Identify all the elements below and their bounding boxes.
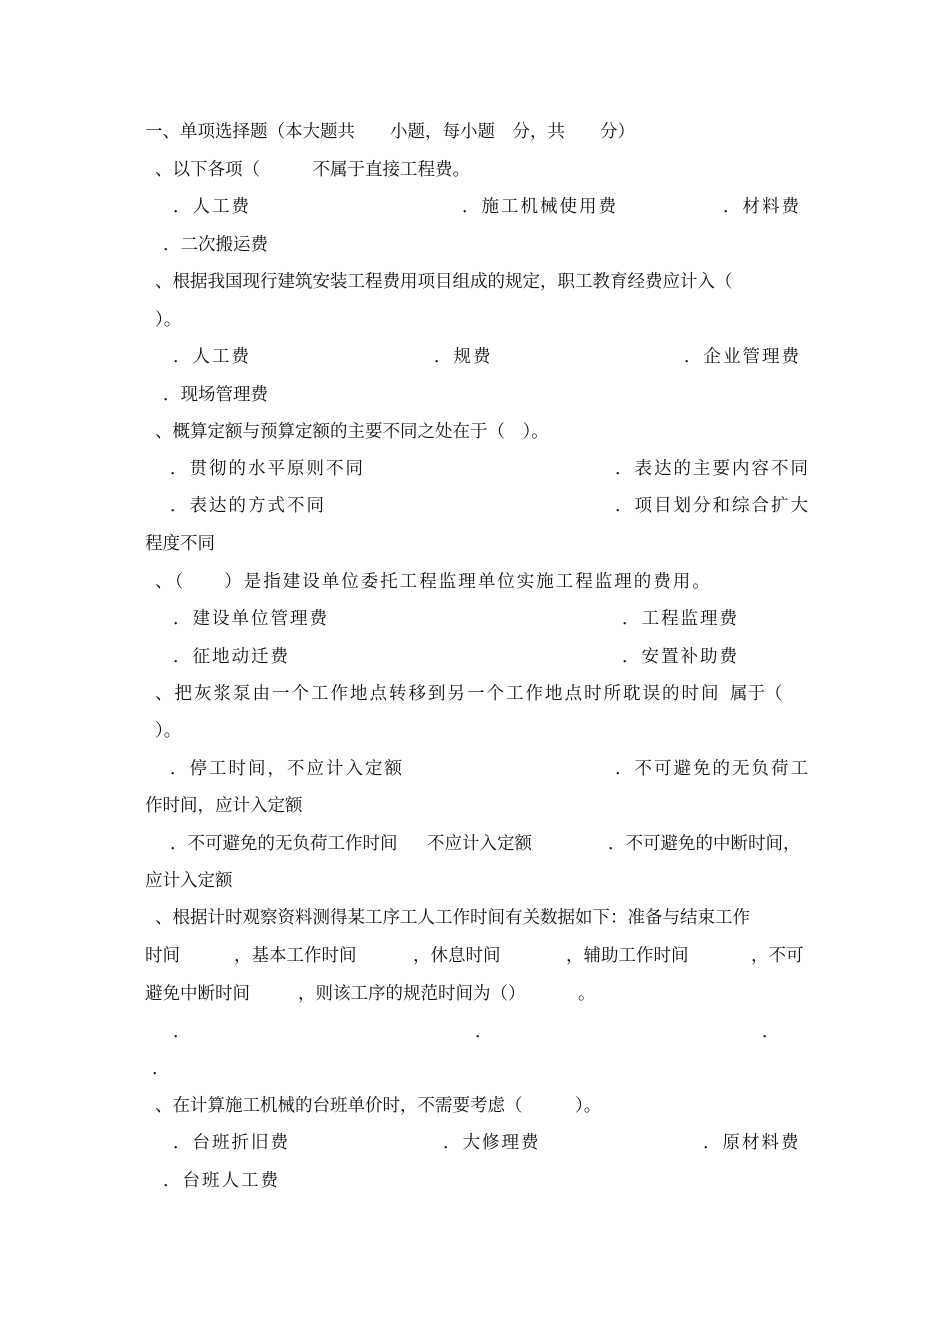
section-title: 一、单项选择题（本大题共 小题，每小题 分，共 分） [145,122,635,142]
question-1-option-a: ．人工费 [173,197,251,217]
question-6-option-c: ． [762,1022,780,1042]
question-4-stem: 、（ ）是指建设单位委托工程监理单位实施工程监理的费用。 [155,572,712,592]
question-1-stem: 、以下各项（ 不属于直接工程费。 [155,160,470,180]
question-3-option-a: ．贯彻的水平原则不同 [170,459,365,479]
question-6-stem-unavoidable: ，不可 [751,946,804,966]
question-6-stem-end: 。 [578,984,596,1004]
question-5-option-b-cont: 作时间，应计入定额 [145,796,303,816]
question-2-option-c: ．企业管理费 [684,347,801,367]
question-4-option-a: ．建设单位管理费 [173,609,329,629]
question-2-stem: 、根据我国现行建筑安装工程费用项目组成的规定，职工教育经费应计入（ [155,272,733,292]
question-7-option-b: ．大修理费 [443,1133,541,1153]
question-6-stem-prep-time: 时间 [145,946,180,966]
question-5-option-b: ．不可避免的无负荷工 [615,759,810,779]
question-4-option-b: ．工程监理费 [622,609,739,629]
question-5-option-c-cont: 不应计入定额 [427,834,532,854]
question-1-option-c: ．材料费 [723,197,801,217]
question-6-option-d: ． [152,1059,170,1079]
question-4-option-c: ．征地动迁费 [173,647,290,667]
question-5-option-c: ．不可避免的无负荷工作时间 [170,834,398,854]
question-4-option-d: ．安置补助费 [622,647,739,667]
question-5-option-a: ．停工时间，不应计入定额 [170,759,404,779]
question-6-option-b: ． [475,1022,493,1042]
question-3-stem: 、概算定额与预算定额的主要不同之处在于（ ）。 [155,422,549,442]
question-6-stem-line-1: 、根据计时观察资料测得某工序工人工作时间有关数据如下：准备与结束工作 [155,908,750,928]
question-2-option-a: ．人工费 [173,347,251,367]
question-6-stem-interrupt-time: 避免中断时间 [145,984,250,1004]
question-3-option-c: ．表达的方式不同 [170,496,326,516]
question-7-option-c: ．原材料费 [703,1133,801,1153]
question-5-stem: 、把灰浆泵由一个工作地点转移到另一个工作地点时所耽误的时间 [155,684,721,704]
question-6-stem-rest-time: ，休息时间 [413,946,501,966]
question-5-option-d-cont: 应计入定额 [145,871,233,891]
question-3-option-d-cont: 程度不同 [145,534,215,554]
question-6-stem-question: ，则该工序的规范时间为（） [298,984,526,1004]
question-5-stem-end: ）。 [155,721,182,741]
question-6-option-a: ． [173,1022,191,1042]
question-2-option-b: ．规费 [434,347,493,367]
question-2-option-d: ．现场管理费 [163,385,268,405]
question-5-option-d: ．不可避免的中断时间， [608,834,801,854]
question-3-option-b: ．表达的主要内容不同 [615,459,810,479]
question-1-option-b: ．施工机械使用费 [462,197,618,217]
question-2-stem-end: ）。 [155,310,182,330]
question-5-stem-mid: 属于（ [730,684,783,704]
question-6-stem-aux-time: ，辅助工作时间 [566,946,689,966]
question-7-stem: 、在计算施工机械的台班单价时，不需要考虑（ ）。 [155,1096,602,1116]
question-7-option-a: ．台班折旧费 [173,1133,290,1153]
question-7-option-d: ．台班人工费 [163,1171,280,1191]
question-6-stem-basic-time: ，基本工作时间 [234,946,357,966]
question-3-option-d: ．项目划分和综合扩大 [615,496,810,516]
question-1-option-d: ．二次搬运费 [163,235,268,255]
